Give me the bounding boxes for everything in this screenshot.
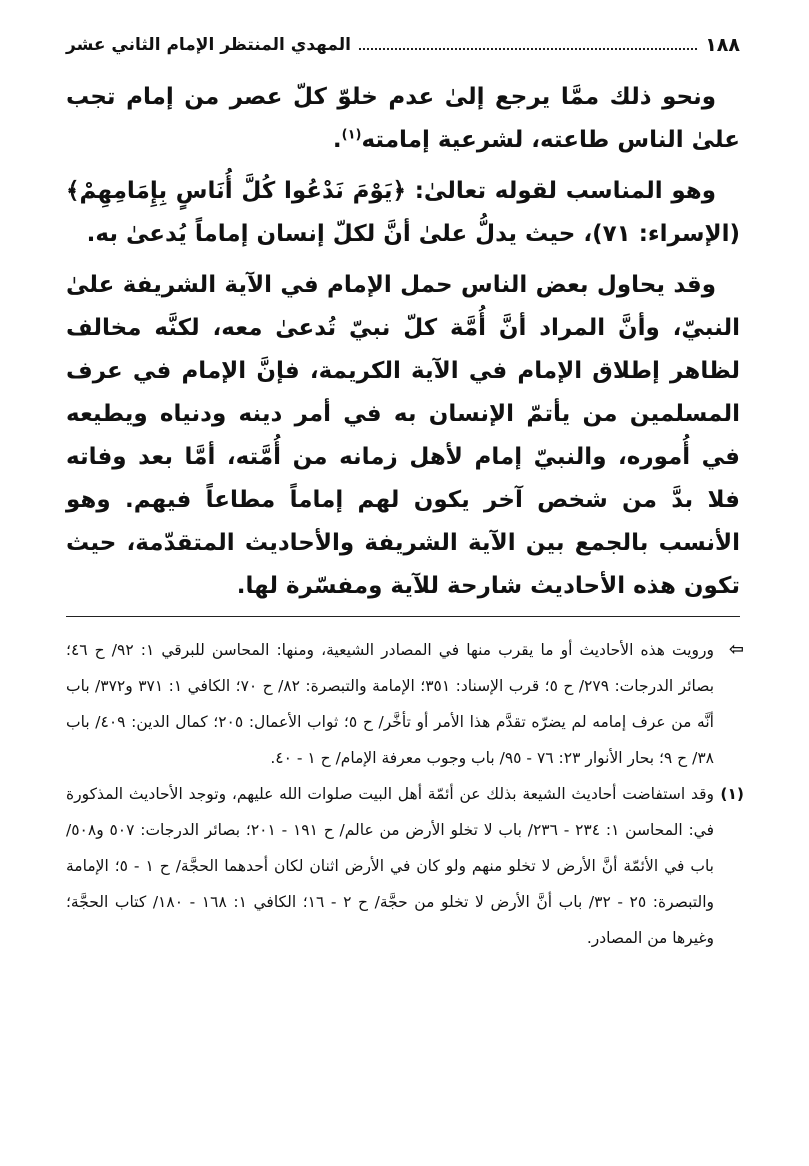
paragraph: وهو المناسب لقوله تعالىٰ: ﴿يَوْمَ نَدْعُوا كُلَّ أُنَاسٍ بِإِمَامِهِمْ﴾ (الإسراء: ٧١)، حيث يدلُّ علىٰ أنَّ لكلّ إنسان إماماً يُدعىٰ به. — [66, 178, 740, 247]
paragraph-text: ونحو ذلك ممَّا يرجع إلىٰ عدم خلوّ كلّ عصر من إمام تجب علىٰ الناس طاعته، لشرعية إمامته — [66, 84, 740, 153]
footnote-divider — [66, 616, 740, 617]
footnote-reference[interactable]: (١) — [341, 127, 362, 143]
footnote-continuation — [66, 632, 744, 776]
header-dotted-leader — [359, 48, 697, 50]
running-title: المهدي المنتظر الإمام الثاني عشر — [66, 35, 351, 55]
paragraph-end: . — [332, 127, 342, 153]
left-arrow-icon: ⇦ — [728, 639, 744, 660]
footnote-text: وقد استفاضت أحاديث الشيعة بذلك عن أئمّة أهل البيت صلوات الله عليهم، وتوجد الأحاديث المذكورة في: المحاسن ١: ٢٣٤ - ٢٣٦/ باب لا تخلو الأرض من عالم/ ح ١٩١ - ٢٠١؛ بصائر الدرجات: ٥٠٧ و٥٠٨/ باب في الأئمّة أنَّ الأرض لا تخلو منهم ولو كان في الأرض اثنان لكان أحدهما الحجَّة/ ح ١ - ٥؛ الإمامة والتبصرة: ٢٥ - ٣٢/ باب أنَّ الأرض لا تخلو من حجَّة/ ح ٢ - ١٦؛ الكافي ١: ١٦٨ - ١٨٠/ كتاب الحجَّة؛ وغيرها من المصادر. — [66, 785, 715, 947]
footnote-text: ورويت هذه الأحاديث أو ما يقرب منها في المصادر الشيعية، ومنها: المحاسن للبرقي ١: ٩٢/ ح ٤٦؛ بصائر الدرجات: ٢٧٩/ ح ٥؛ قرب الإسناد: ٣٥١؛ الإمامة والتبصرة: ٨٢/ ح ٧٠؛ الكافي ١: ٣٧١ و٣٧٢/ باب أنَّه من عرف إمامه لم يضرّه تقدَّم هذا الأمر أو تأخَّر/ ح ٥؛ ثواب الأعمال: ٢٠٥؛ كمال الدين: ٤٠٩/ باب ٣٨/ ح ٩؛ بحار الأنوار ٢٣: ٧٦ - ٩٥/ باب وجوب معرفة الإمام/ ح ١ - ٤٠. — [66, 641, 715, 767]
paragraph: وقد يحاول بعض الناس حمل الإمام في الآية الشريفة علىٰ النبيّ، وأنَّ المراد أنَّ أُمَّة كلّ نبيّ تُدعىٰ معه، لكنَّه مخالف لظاهر إطلاق الإمام في الآية الكريمة، فإنَّ الإمام في عرف المسلمين من يأتمّ الإنسان به في أمر دينه ودنياه ويطيعه في أُموره، والنبيّ إمام لأهل زمانه من أُمَّته، أمَّا بعد وفاته فلا بدَّ من شخص آخر يكون لهم إماماً مطاعاً فيهم. وهو الأنسب بالجمع بين الآية الشريفة والأحاديث المتقدّمة، حيث تكون هذه الأحاديث شارحة للآية ومفسّرة لها. — [66, 272, 740, 599]
footnote — [66, 776, 744, 956]
page-header — [66, 30, 740, 60]
main-text — [66, 76, 740, 608]
paragraph — [66, 76, 740, 162]
footnote-marker: (١) — [720, 785, 744, 803]
page-number: ١٨٨ — [705, 34, 740, 56]
footnotes — [66, 632, 744, 956]
